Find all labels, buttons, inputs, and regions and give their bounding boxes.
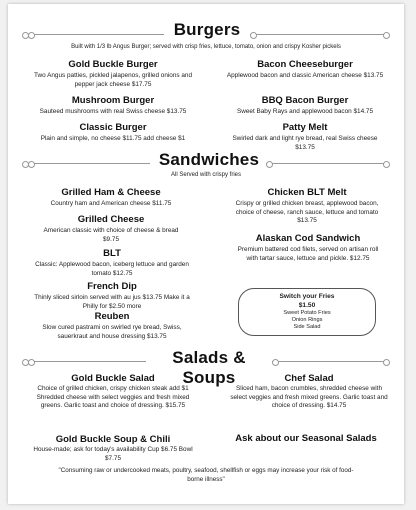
section-divider bbox=[250, 34, 384, 35]
item-description: Applewood bacon and classic American cheese $13.75 bbox=[226, 72, 384, 79]
item-description: Plain and simple, no cheese $11.75 add cheese $1 bbox=[40, 135, 186, 142]
item-description: Country ham and American cheese $11.75 bbox=[50, 200, 172, 207]
sandwiches-title: Sandwiches bbox=[158, 150, 260, 169]
sandwiches-subtitle: All Served with crispy fries bbox=[170, 172, 242, 178]
section-divider bbox=[28, 163, 150, 164]
item-name: Patty Melt bbox=[282, 122, 328, 133]
item-name: BLT bbox=[103, 248, 121, 259]
switch-fries-price: $1.50 bbox=[298, 301, 316, 309]
menu-item bbox=[220, 59, 390, 81]
menu-item bbox=[216, 95, 394, 117]
item-description: Choice of grilled chicken, crispy chicken steak add $1 Shredded cheese with select veggies and fresh mixed greens. Garlic toast and choice of dressing. $15.75 bbox=[36, 385, 190, 410]
menu-item bbox=[28, 59, 198, 89]
item-description: Thinly sliced sirloin served with au jus $13.75 Make it a Philly for $2.50 more bbox=[34, 294, 190, 310]
menu-item bbox=[36, 214, 186, 244]
menu-item bbox=[38, 122, 188, 144]
fries-option: Side Salad bbox=[293, 323, 321, 330]
item-name: Bacon Cheeseburger bbox=[257, 59, 353, 70]
menu-page bbox=[8, 4, 404, 504]
salads-title: Salads & Soups bbox=[172, 348, 246, 387]
section-divider bbox=[28, 361, 146, 362]
item-name: Grilled Ham & Cheese bbox=[61, 187, 161, 198]
menu-item bbox=[30, 248, 194, 278]
menu-item bbox=[230, 373, 388, 411]
food-safety-disclaimer: "Consuming raw or undercooked meats, poultry, seafood, shellfish or eggs may increase your risk of food-borne illness" bbox=[58, 467, 354, 483]
item-name: Grilled Cheese bbox=[77, 214, 145, 225]
item-description: House-made; ask for today's availability Cup $6.75 Bowl $7.75 bbox=[33, 446, 193, 462]
item-name: Classic Burger bbox=[79, 122, 147, 133]
item-description: American classic with choice of cheese & bread $9.75 bbox=[43, 227, 179, 243]
menu-item bbox=[30, 281, 194, 311]
item-description: Premium battered cod filets, served on artisan roll with tartar sauce, lettuce and pickle. $12.75 bbox=[237, 246, 379, 262]
menu-item bbox=[234, 233, 382, 263]
section-divider bbox=[28, 34, 164, 35]
menu-item bbox=[226, 187, 388, 226]
item-description: Crispy or grilled chicken breast, applewood bacon, choice of cheese, ranch sauce, lettuce and tomato $13.75 bbox=[235, 200, 379, 225]
item-description: Two Angus patties, pickled jalapenos, grilled onions and pepper jack cheese $17.75 bbox=[33, 72, 193, 88]
item-name: Gold Buckle Soup & Chili bbox=[55, 434, 171, 445]
menu-item bbox=[22, 95, 204, 117]
item-description: Classic: Applewood bacon, iceberg lettuce and garden tomato $12.75 bbox=[35, 261, 189, 277]
item-name: Gold Buckle Salad bbox=[71, 373, 155, 384]
burgers-title: Burgers bbox=[173, 20, 241, 39]
item-name: Gold Buckle Burger bbox=[68, 59, 158, 70]
item-name: Mushroom Burger bbox=[71, 95, 155, 106]
menu-item bbox=[26, 187, 196, 209]
item-name: Reuben bbox=[94, 311, 130, 322]
item-name: BBQ Bacon Burger bbox=[261, 95, 349, 106]
menu-item bbox=[230, 122, 380, 152]
fries-option: Onion Rings bbox=[291, 316, 323, 323]
burgers-subtitle: Built with 1/3 lb Angus Burger; served with crisp fries, lettuce, tomato, onion and crispy Kosher pickels bbox=[71, 44, 341, 50]
item-description: Sliced ham, bacon crumbles, shredded cheese with select veggies and fresh mixed greens. Garlic toast and choice of dressing. $14.75 bbox=[230, 385, 388, 410]
switch-fries-title: Switch your Fries bbox=[279, 293, 335, 300]
item-description: Swirled dark and light rye bread, real Swiss cheese $13.75 bbox=[232, 135, 378, 151]
item-description: Sweet Baby Rays and applewood bacon $14.75 bbox=[236, 108, 374, 115]
item-description: Sauteed mushrooms with real Swiss cheese $13.75 bbox=[39, 108, 187, 115]
item-description: Slow cured pastrami on swirled rye bread, Swiss, sauerkraut and house dressing $13.75 bbox=[42, 324, 182, 340]
seasonal-salads-note: Ask about our Seasonal Salads bbox=[235, 433, 377, 444]
item-name: Chicken BLT Melt bbox=[267, 187, 347, 198]
menu-item bbox=[30, 373, 196, 411]
fries-option: Sweet Potato Fries bbox=[283, 310, 331, 317]
switch-fries-box bbox=[238, 288, 376, 336]
item-name: Chef Salad bbox=[284, 373, 334, 384]
section-divider bbox=[272, 361, 384, 362]
section-divider bbox=[266, 163, 384, 164]
item-name: Alaskan Cod Sandwich bbox=[255, 233, 361, 244]
menu-item bbox=[34, 311, 190, 341]
item-name: French Dip bbox=[87, 281, 137, 292]
menu-item bbox=[30, 434, 196, 463]
